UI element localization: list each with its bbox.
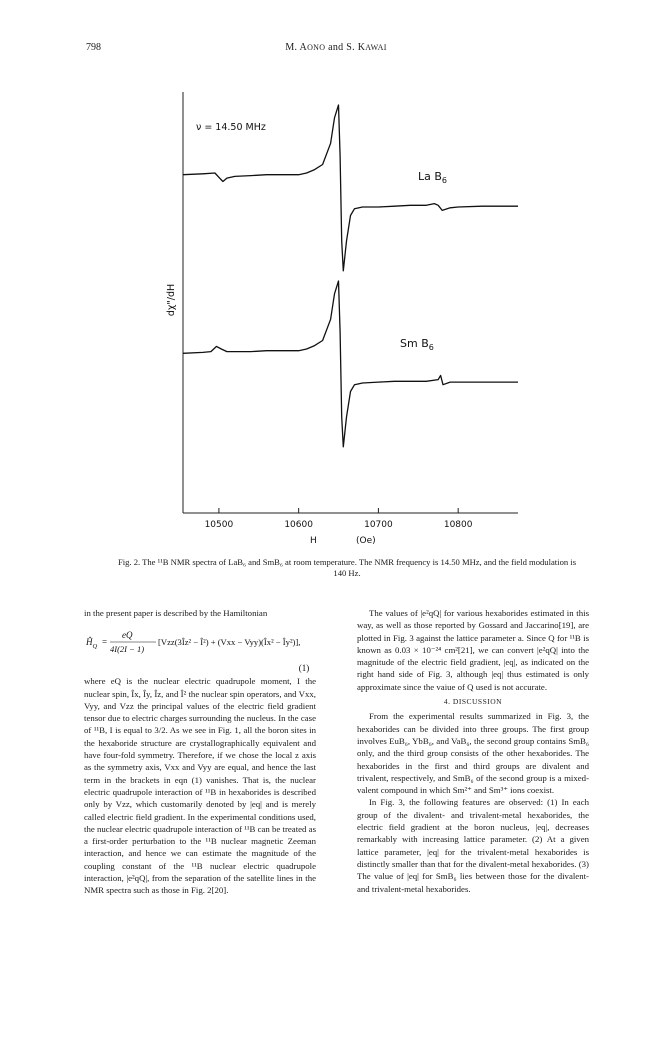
series-label-part: B	[434, 170, 442, 183]
running-header	[0, 42, 672, 53]
x-axis-label-symbol: H	[310, 536, 317, 546]
eq-lhs-symbol: Ĥ	[86, 637, 93, 648]
eq-numerator: eQ	[122, 630, 133, 641]
series-label-sub: 6	[441, 176, 448, 185]
x-tick-labels	[205, 520, 473, 530]
series-label-part: La	[418, 170, 431, 183]
page-number: 798	[86, 42, 101, 53]
eq-denominator: 4I(2I − 1)	[110, 644, 145, 655]
series-label-part: Sm	[400, 337, 418, 350]
spectrum-line-smb6	[183, 281, 518, 447]
series-label-sub: 6	[428, 343, 434, 352]
paragraph: The values of |e²qQ| for various hexaborides estimated in this way, as well as those reported by Gossard and Jaccarino[19], are plotted in Fig. 3 against the lattice parameter a. Since Q for ¹¹B is known as 0.03 × 10⁻²⁴ cm²[21], we can convert |e²qQ| into the magnitude of the electric field gradient, |eq|, as indicated on the right hand side of Fig. 3, although |eq| thus estimated is only approximate since the vaiue of Q used is not accurate.	[357, 608, 589, 692]
nmr-spectra-figure	[0, 70, 672, 550]
eq-lhs-subscript: Q	[92, 643, 98, 651]
x-tick-label: 10600	[284, 520, 313, 530]
author-part: AWAI	[365, 43, 387, 52]
series-label-bottom	[400, 337, 434, 352]
left-column	[84, 607, 316, 897]
author-part: M. A	[285, 42, 308, 53]
paragraph: where eQ is the nuclear electric quadrupole moment, I the nuclear spin, Îx, Îy, Îz, and Î² the nuclear spin operators, and Vxx, Vyy, and Vzz the principal values of the electric field gradient tensor due to electric charges surrounding the nucleus. In the case of ¹¹B, I is equal to 3/2. As we see in Fig. 1, all the boron sites in the hexaboride structure are crystallographically equivalent and have four-fold symmetry. Therefore, if we chose the local z axis as the symmetry axis, Vxx and Vyy are equal, and hence the last term in the brackets in eqn (1) vanishes. That is, the nuclear electric quadrupole interaction of ¹¹B in hexaborides is described only by Vzz, which customarily denoted by |eq| and is merely called electric field gradient. In the experimental conditions used, the nuclear electric quadrupole interaction of ¹¹B can be treated as a first-order perturbation to the ¹¹B nuclear magnetic Zeeman interaction, and hence we can estimate the magnitude of the coupling constant of the ¹¹B nuclear electric quadrupole interaction, |e²qQ|, from the separation of the satellite lines in the NMR spectra such as those in Fig. 2[20].	[84, 676, 316, 896]
x-tick-label: 10700	[364, 520, 393, 530]
x-ticks	[219, 508, 458, 513]
eq-body: [Vzz(3Îz² − Î²) + (Vxx − Vyy)(Îx² − Îy²)],	[158, 637, 301, 648]
equation-1	[84, 619, 316, 675]
author-part: and S. K	[325, 42, 366, 53]
eq-equals: =	[102, 637, 108, 648]
x-tick-label: 10500	[204, 520, 234, 530]
eq-number: (1)	[298, 663, 310, 674]
right-column	[357, 607, 589, 895]
paragraph: In Fig. 3, the following features are observed: (1) In each group of the divalent- and trivalent-metal hexaborides, the electric field gradient at the boron nucleus, |eq|, decreases remarkably with increasing lattice parameter. (2) At a given lattice parameter, |eq| for the trivalent-metal hexaborides is distinctly smaller than that for the divalent-metal hexaborides. (3) The value of |eq| for SmB₆ lies between those for the divalent- and trivalent-metal hexaborides.	[357, 797, 589, 894]
series-label-top	[418, 170, 447, 185]
intro-sentence: in the present paper is described by the Hamiltonian	[84, 608, 268, 618]
eq-lhs	[85, 637, 98, 650]
series-label-part: B	[421, 337, 429, 350]
series-group	[183, 105, 518, 447]
x-axis-label-unit: (Oe)	[356, 536, 376, 546]
author-part: ONO	[307, 43, 326, 52]
section-heading: 4. DISCUSSION	[443, 697, 503, 707]
x-tick-label: 10800	[443, 520, 473, 530]
frequency-label: ν = 14.50 MHz	[196, 122, 266, 133]
y-axis-label: dχ"/dH	[166, 283, 177, 317]
figure-caption: Fig. 2. The ¹¹B NMR spectra of LaB₆ and SmB₆ at room temperature. The NMR frequency is 14.50 MHz, and the field modulation is 140 Hz.	[117, 557, 577, 578]
paragraph: From the experimental results summarized in Fig. 3, the hexaborides can be divided into three groups. The first group involves EuB₆, YbB₆, and VaB₆, the second group contains SmB₆ only, and the third group consists of the other hexaborides. The hexaborides in the first and third groups are divalent and trivalent, respectively, and SmB₆ of the second group is a mixed-valent compound in which Sm²⁺ and Sm³⁺ ions coexist.	[357, 711, 589, 796]
